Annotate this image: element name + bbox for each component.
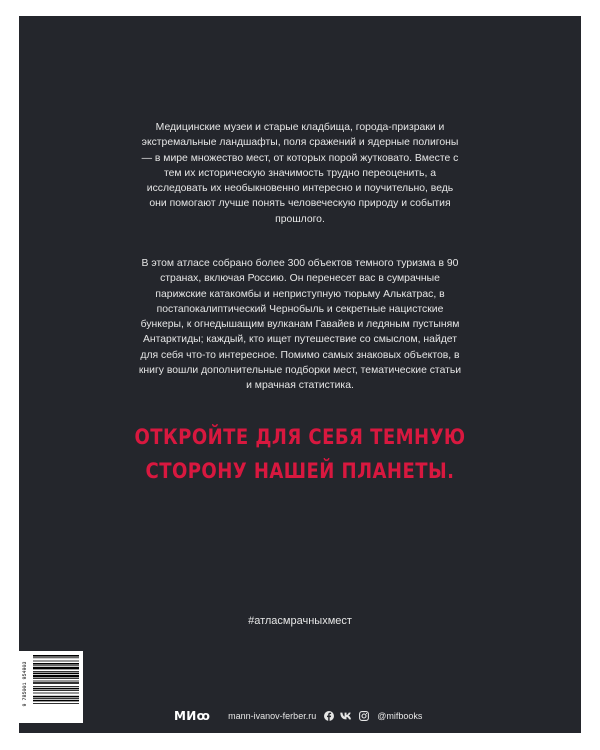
- isbn-barcode: [19, 651, 83, 723]
- vk-icon[interactable]: [340, 712, 353, 720]
- barcode-bars: [19, 651, 83, 723]
- slogan-line-1: ОТКРОЙТЕ ДЛЯ СЕБЯ ТЕМНУЮ: [134, 425, 466, 449]
- description-paragraph-2: В этом атласе собрано более 300 объектов темного туризма в 90 странах, включая Россию. Он перенесет вас в сумрачные парижские катакомбы и неприступную тюрьму Алькатрас, в постапокалиптический Чернобыль и секретные нацистские бункеры, к огнедышащим вулканам Гавайев и ледяным пустыням Антарктиды; каждый, кто ищет путешествие со смыслом, найдет для себя что-то интересное. Помимо самых знаковых объектов, в книгу вошли дополнительные подборки мест, тематические статьи и мрачная статистика.: [138, 258, 462, 392]
- isbn-number: 9 785001 954903: [22, 661, 28, 707]
- slogan-line-2: СТОРОНУ НАШЕЙ ПЛАНЕТЫ.: [145, 459, 455, 483]
- slogan: [110, 420, 490, 488]
- social-handle[interactable]: @mifbooks: [377, 711, 423, 721]
- publisher-website[interactable]: mann-ivanov-ferber.ru: [228, 711, 317, 721]
- book-back-cover: [19, 16, 581, 733]
- facebook-icon[interactable]: [324, 711, 334, 721]
- publisher-logo: МИꝏ: [174, 709, 211, 723]
- instagram-icon[interactable]: [359, 711, 369, 721]
- publisher-footer: [174, 708, 422, 724]
- hashtag: #атласмрачныхмест: [248, 615, 352, 627]
- description-paragraph-1: Медицинские музеи и старые кладбища, города-призраки и экстремальные ландшафты, поля сражений и ядерные полигоны — в мире множество мест, от которых порой жутковато. Вместе с тем их историческую значимость трудно переоценить, а исследовать их необыкновенно интересно и поучительно, ведь они помогают лучше понять человеческую природу и события прошлого.: [141, 122, 459, 225]
